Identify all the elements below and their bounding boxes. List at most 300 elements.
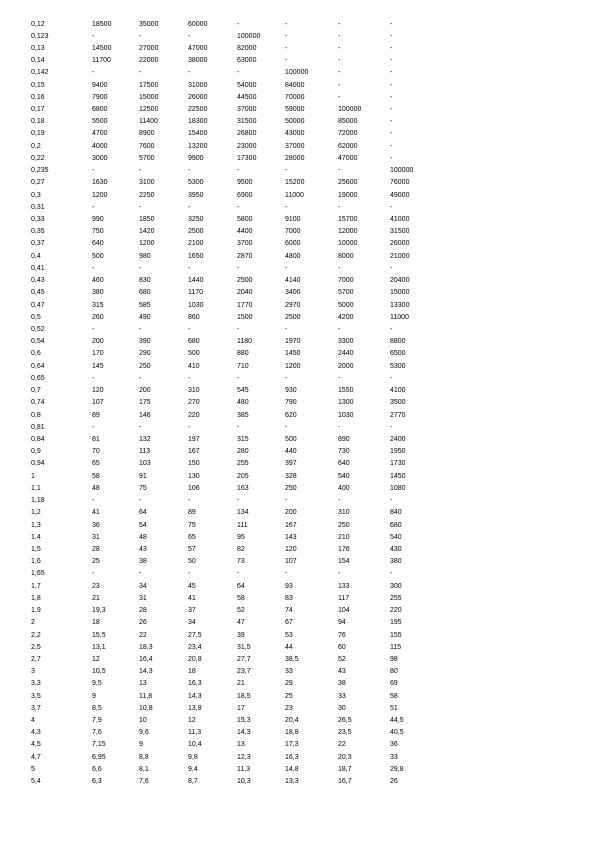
table-cell: -: [390, 497, 393, 505]
table-cell: 22500: [188, 106, 208, 114]
table-cell: 44: [285, 643, 293, 651]
table-cell: -: [237, 570, 240, 578]
table-cell: 36: [92, 521, 100, 529]
table-cell: 14500: [92, 44, 112, 52]
row-key-cell: 0,37: [31, 240, 45, 248]
table-row: [0, 276, 595, 286]
table-cell: 81: [92, 435, 100, 443]
table-row: [0, 545, 595, 555]
table-cell: 1650: [188, 252, 204, 260]
table-cell: 117: [338, 594, 350, 602]
table-cell: 16,3: [188, 680, 202, 688]
table-cell: 74: [285, 607, 293, 615]
table-cell: 10,5: [92, 668, 106, 676]
table-cell: 15200: [285, 179, 305, 187]
table-cell: 25: [285, 692, 293, 700]
table-cell: 52: [237, 607, 245, 615]
table-cell: 430: [390, 545, 402, 553]
table-cell: 250: [338, 521, 350, 529]
table-cell: 460: [92, 277, 104, 285]
table-cell: 104: [338, 607, 350, 615]
table-cell: 28: [92, 545, 100, 553]
table-row: [0, 447, 595, 457]
table-cell: 5300: [390, 362, 406, 370]
table-cell: -: [285, 57, 288, 65]
table-cell: 26,5: [338, 717, 352, 725]
table-cell: 26: [139, 619, 147, 627]
table-cell: 200: [92, 338, 104, 346]
table-cell: 280: [237, 448, 249, 456]
table-row: [0, 81, 595, 91]
table-cell: -: [92, 32, 95, 40]
row-key-cell: 3,5: [31, 692, 41, 700]
table-cell: 1850: [139, 216, 155, 224]
table-cell: 37: [188, 607, 196, 615]
table-cell: 6500: [390, 350, 406, 358]
table-cell: 5500: [92, 118, 108, 126]
table-cell: 380: [92, 289, 104, 297]
table-cell: -: [390, 44, 393, 52]
table-cell: 9400: [92, 81, 108, 89]
table-cell: 38000: [188, 57, 208, 65]
row-key-cell: 0,16: [31, 93, 45, 101]
table-cell: 7,9: [92, 717, 102, 725]
table-cell: 195: [390, 619, 402, 627]
table-cell: 26000: [390, 240, 410, 248]
table-cell: 113: [139, 448, 151, 456]
table-cell: 15400: [188, 130, 208, 138]
table-cell: 167: [285, 521, 297, 529]
table-row: [0, 398, 595, 408]
table-cell: 23: [92, 582, 100, 590]
table-cell: 150: [188, 460, 200, 468]
table-cell: 73: [237, 558, 245, 566]
table-cell: 13,3: [285, 778, 299, 786]
table-cell: -: [92, 374, 95, 382]
table-cell: 134: [237, 509, 249, 517]
table-cell: 19,3: [92, 607, 106, 615]
row-key-cell: 0,35: [31, 228, 45, 236]
table-cell: 38: [139, 558, 147, 566]
table-cell: 840: [390, 509, 402, 517]
table-row: [0, 692, 595, 702]
table-row: [0, 142, 595, 152]
table-row: [0, 178, 595, 188]
table-cell: -: [237, 326, 240, 333]
table-cell: 16,4: [139, 655, 153, 663]
row-key-cell: 2,5: [31, 643, 41, 651]
table-cell: 145: [92, 362, 104, 370]
table-cell: -: [338, 326, 341, 333]
row-key-cell: 4: [31, 717, 35, 725]
table-row: [0, 166, 595, 176]
table-row: [0, 618, 595, 628]
table-cell: 37000: [285, 142, 305, 150]
table-cell: -: [338, 570, 341, 578]
table-cell: -: [188, 570, 191, 578]
table-cell: 2500: [188, 228, 204, 236]
table-cell: -: [338, 167, 341, 175]
table-cell: 28000: [285, 154, 305, 162]
table-cell: 8,5: [92, 704, 102, 712]
table-cell: 29,8: [390, 765, 404, 773]
row-key-cell: 0,41: [31, 264, 45, 272]
table-cell: 7,6: [92, 729, 102, 737]
table-row: [0, 362, 595, 372]
table-cell: 220: [188, 411, 200, 419]
table-cell: 43: [338, 668, 346, 676]
table-row: [0, 411, 595, 421]
table-cell: 2500: [237, 277, 253, 285]
table-cell: -: [338, 423, 341, 431]
table-cell: 43: [139, 545, 147, 553]
table-cell: 53: [285, 631, 293, 639]
row-key-cell: 0,74: [31, 399, 45, 407]
table-cell: 15000: [139, 93, 159, 101]
table-cell: 2770: [390, 411, 406, 419]
row-key-cell: 0,65: [31, 374, 45, 382]
table-cell: 12000: [338, 228, 358, 236]
table-cell: 20,4: [285, 717, 299, 725]
table-row: [0, 435, 595, 445]
table-cell: 103: [139, 460, 151, 468]
table-cell: 830: [139, 277, 151, 285]
table-cell: 62000: [338, 142, 358, 150]
table-cell: 33: [285, 668, 293, 676]
table-cell: 5800: [237, 216, 253, 224]
table-cell: 76000: [390, 179, 410, 187]
table-cell: 22: [139, 631, 147, 639]
row-key-cell: 0,18: [31, 118, 45, 126]
table-cell: -: [237, 497, 240, 505]
table-cell: 410: [188, 362, 200, 370]
table-cell: 60000: [188, 20, 208, 28]
table-cell: 6000: [285, 240, 301, 248]
row-key-cell: 0,7: [31, 387, 41, 395]
table-cell: -: [390, 374, 393, 382]
table-cell: -: [237, 69, 240, 77]
table-cell: 63000: [237, 57, 257, 65]
table-cell: -: [188, 326, 191, 333]
table-cell: 120: [92, 387, 104, 395]
table-row: [0, 484, 595, 494]
table-cell: 17500: [139, 81, 159, 89]
row-key-cell: 0,13: [31, 44, 45, 52]
table-cell: 500: [92, 252, 104, 260]
table-cell: 5300: [188, 179, 204, 187]
table-cell: -: [139, 69, 142, 77]
table-cell: 115: [390, 643, 402, 651]
table-row: [0, 32, 595, 42]
table-cell: 28: [139, 607, 147, 615]
table-cell: 500: [188, 350, 200, 358]
table-cell: -: [285, 374, 288, 382]
table-cell: 31000: [188, 81, 208, 89]
row-key-cell: 1,8: [31, 594, 41, 602]
table-cell: 58: [390, 692, 398, 700]
table-cell: 1080: [390, 484, 406, 492]
table-cell: -: [285, 20, 288, 28]
table-cell: 3300: [338, 338, 354, 346]
table-cell: -: [390, 154, 393, 162]
table-cell: 41000: [390, 216, 410, 224]
table-cell: 18: [92, 619, 100, 627]
table-cell: 27,7: [237, 655, 251, 663]
row-key-cell: 0,15: [31, 81, 45, 89]
table-row: [0, 374, 595, 384]
table-cell: 21: [237, 680, 245, 688]
table-cell: 7900: [92, 93, 108, 101]
table-cell: 1450: [285, 350, 301, 358]
table-cell: 10,3: [237, 778, 251, 786]
table-cell: 1200: [285, 362, 301, 370]
table-cell: 75: [188, 521, 196, 529]
table-cell: 12: [92, 655, 100, 663]
table-cell: 2870: [237, 252, 253, 260]
table-cell: -: [188, 374, 191, 382]
table-cell: 34: [139, 582, 147, 590]
table-row: [0, 423, 595, 433]
table-cell: 250: [285, 484, 297, 492]
table-cell: 100000: [285, 69, 309, 77]
table-cell: 6,6: [92, 765, 102, 773]
table-cell: 89: [92, 411, 100, 419]
table-cell: 540: [338, 472, 350, 480]
table-cell: 750: [92, 228, 104, 236]
table-cell: 45: [188, 582, 196, 590]
table-cell: -: [188, 69, 191, 77]
table-cell: 6900: [237, 191, 253, 199]
row-key-cell: 1,18: [31, 497, 45, 505]
table-cell: 18,5: [237, 692, 251, 700]
table-cell: 41: [92, 509, 100, 517]
table-cell: -: [92, 167, 95, 175]
table-cell: 21000: [390, 252, 410, 260]
table-cell: 4400: [237, 228, 253, 236]
table-cell: 100000: [338, 106, 362, 114]
table-cell: 1030: [338, 411, 354, 419]
table-cell: 82000: [237, 44, 257, 52]
row-key-cell: 0,45: [31, 289, 45, 297]
table-cell: -: [237, 203, 240, 211]
table-cell: 2500: [285, 313, 301, 321]
table-cell: 2100: [188, 240, 204, 248]
row-key-cell: 4,5: [31, 741, 41, 749]
table-row: [0, 777, 595, 787]
row-key-cell: 0,47: [31, 301, 45, 309]
table-cell: -: [92, 423, 95, 431]
table-cell: 107: [92, 399, 104, 407]
table-cell: 10000: [338, 240, 358, 248]
table-row: [0, 264, 595, 274]
table-cell: -: [285, 264, 288, 272]
table-cell: 8800: [390, 338, 406, 346]
table-cell: 58: [237, 594, 245, 602]
table-cell: 8000: [338, 252, 354, 260]
table-cell: 8,7: [188, 778, 198, 786]
row-key-cell: 1,5: [31, 545, 41, 553]
table-cell: -: [338, 81, 341, 89]
table-cell: 20,3: [338, 753, 352, 761]
table-cell: -: [237, 167, 240, 175]
table-row: [0, 56, 595, 66]
row-key-cell: 2: [31, 619, 35, 627]
table-cell: 585: [139, 301, 151, 309]
table-cell: -: [139, 326, 142, 333]
table-cell: -: [139, 374, 142, 382]
table-cell: -: [390, 570, 393, 578]
row-key-cell: 1,3: [31, 521, 41, 529]
row-key-cell: 2,2: [31, 631, 41, 639]
table-cell: 640: [92, 240, 104, 248]
table-cell: 328: [285, 472, 297, 480]
table-cell: 22: [338, 741, 346, 749]
table-cell: 6,95: [92, 753, 106, 761]
table-cell: 18500: [92, 20, 112, 28]
table-cell: -: [188, 423, 191, 431]
table-cell: 3400: [285, 289, 301, 297]
row-key-cell: 1,2: [31, 509, 41, 517]
table-cell: 82: [237, 545, 245, 553]
table-cell: 25600: [338, 179, 358, 187]
row-key-cell: 0,12: [31, 20, 45, 28]
table-cell: 20400: [390, 277, 410, 285]
table-cell: 1630: [92, 179, 108, 187]
table-cell: 48: [92, 484, 100, 492]
table-cell: 1970: [285, 338, 301, 346]
row-key-cell: 0,142: [31, 69, 49, 77]
table-cell: -: [92, 264, 95, 272]
table-cell: 710: [237, 362, 249, 370]
table-cell: 30: [338, 704, 346, 712]
table-cell: 29: [285, 680, 293, 688]
table-row: [0, 728, 595, 738]
table-cell: -: [188, 32, 191, 40]
table-row: [0, 679, 595, 689]
row-key-cell: 1: [31, 472, 35, 480]
table-cell: 70000: [285, 93, 305, 101]
table-cell: 15700: [338, 216, 358, 224]
table-cell: 91: [139, 472, 147, 480]
row-key-cell: 0,64: [31, 362, 45, 370]
table-cell: 11400: [139, 118, 158, 126]
table-cell: -: [390, 203, 393, 211]
table-cell: 154: [338, 558, 350, 566]
table-cell: -: [338, 57, 341, 65]
row-key-cell: 1,4: [31, 533, 41, 541]
table-cell: 4140: [285, 277, 301, 285]
table-cell: -: [338, 264, 341, 272]
table-cell: 7600: [139, 142, 155, 150]
row-key-cell: 0,33: [31, 216, 45, 224]
table-cell: -: [139, 423, 142, 431]
table-cell: 3500: [390, 399, 406, 407]
table-cell: 210: [338, 533, 350, 541]
table-cell: 10,4: [188, 741, 202, 749]
table-cell: -: [92, 497, 95, 505]
table-row: [0, 667, 595, 677]
table-cell: 31: [139, 594, 147, 602]
table-cell: 72000: [338, 130, 358, 138]
table-cell: 890: [338, 435, 350, 443]
table-row: [0, 606, 595, 616]
table-cell: 65: [92, 460, 100, 468]
table-cell: 255: [390, 594, 402, 602]
table-cell: 23,7: [237, 668, 251, 676]
table-cell: 1450: [390, 472, 406, 480]
table-cell: 17: [237, 704, 245, 712]
table-cell: 2040: [237, 289, 253, 297]
table-cell: 1500: [237, 313, 253, 321]
table-cell: -: [390, 423, 393, 431]
table-row: [0, 533, 595, 543]
table-cell: 35000: [139, 20, 159, 28]
table-cell: -: [338, 44, 341, 52]
row-key-cell: 3,3: [31, 680, 41, 688]
table-cell: 7000: [285, 228, 301, 236]
table-cell: -: [390, 130, 393, 138]
table-cell: 397: [285, 460, 297, 468]
table-cell: 197: [188, 435, 200, 443]
table-cell: 47: [237, 619, 245, 627]
table-row: [0, 20, 595, 30]
table-cell: 620: [285, 411, 297, 419]
table-cell: 15,5: [92, 631, 106, 639]
table-cell: 500: [285, 435, 297, 443]
table-cell: -: [92, 69, 95, 77]
table-cell: 47000: [188, 44, 208, 52]
row-key-cell: 0,4: [31, 252, 41, 260]
table-cell: 2250: [139, 191, 155, 199]
table-cell: 34: [188, 619, 196, 627]
table-cell: -: [390, 93, 393, 101]
table-cell: -: [338, 93, 341, 101]
table-cell: 8,1: [139, 765, 149, 773]
table-cell: 220: [390, 607, 402, 615]
table-row: [0, 117, 595, 127]
table-cell: 44,5: [390, 717, 404, 725]
row-key-cell: 0,19: [31, 130, 45, 138]
table-cell: 13,1: [92, 643, 106, 651]
table-cell: 12500: [139, 106, 159, 114]
table-cell: 9100: [285, 216, 301, 224]
table-cell: 14,3: [188, 692, 202, 700]
row-key-cell: 0,9: [31, 448, 41, 456]
table-cell: 14,3: [237, 729, 251, 737]
table-cell: 23: [285, 704, 293, 712]
table-cell: 14,8: [285, 765, 299, 773]
table-cell: 67: [285, 619, 293, 627]
table-cell: 33: [390, 753, 398, 761]
row-key-cell: 3,7: [31, 704, 41, 712]
table-cell: -: [139, 167, 142, 175]
row-key-cell: 0,14: [31, 57, 45, 65]
table-cell: 12: [188, 717, 196, 725]
table-cell: 89: [188, 509, 196, 517]
table-cell: 400: [338, 484, 350, 492]
table-cell: 9: [139, 741, 143, 749]
table-cell: 146: [139, 411, 151, 419]
table-cell: 3950: [188, 191, 204, 199]
table-cell: 315: [92, 301, 104, 309]
table-cell: -: [139, 497, 142, 505]
table-cell: 43000: [285, 130, 305, 138]
table-row: [0, 508, 595, 518]
table-cell: 680: [390, 521, 402, 529]
table-cell: 9,5: [92, 680, 102, 688]
row-key-cell: 1,9: [31, 607, 41, 615]
table-cell: 680: [139, 289, 151, 297]
